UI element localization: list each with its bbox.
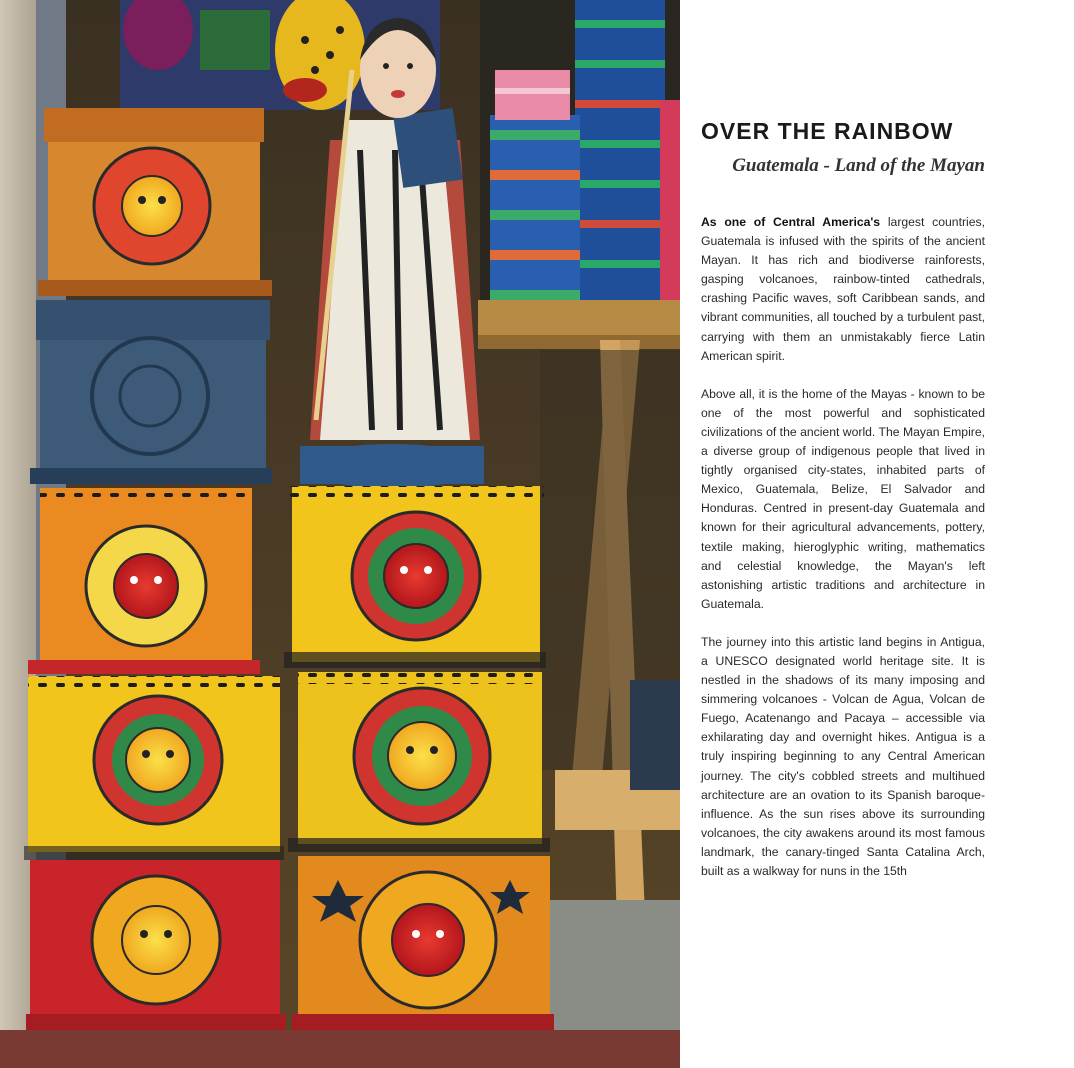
paragraph-text: largest countries, Guatemala is infused with the spirits of the ancient Mayan. It has rich and biodiverse rainforests, gasping volcanoes, rainbow-tinted cathedrals, crashing Pacific waves, soft Caribbean sands, and vibrant communities, all touched by a turbulent past, carrying with them an unmistakably fierce Latin American spirit. [701,215,985,363]
article-subtitle: Guatemala - Land of the Mayan [732,155,985,176]
article-body [701,213,985,881]
paragraph: The journey into this artistic land begins in Antigua, a UNESCO designated world heritage site. It is nestled in the shadows of its many imposing and simmering volcanoes - Volcan de Agua, Volcan de Fuego, Acatenango and Pacaya – accessible via exhilarating day and overnight hikes. Antigua is a truly inspiring beginning to any Central American journey. The city's cobbled streets and multihued architecture are an ovation to its Spanish baroque-influence. As the sun rises above its surrounding volcanoes, the city awakens around its most famous landmark, the canary-tinged Santa Catalina Arch, built as a walkway for nuns in the 15th [701,634,985,878]
article-title: OVER THE RAINBOW [701,118,954,144]
paragraph [701,213,985,366]
paragraph: Above all, it is the home of the Mayas - known to be one of the most powerful and sophisticated civilizations of the ancient world. The Mayan Empire, a diverse group of indigenous people that lived in tightly organised city-states, inhabited parts of Mexico, Guatemala, Belize, El Salvador and Honduras. Centred in present-day Guatemala and known for their agricultural advancements, pottery, textile making, hieroglyphic writing, mathematics and celestial knowledge, the Mayan's left astonishing artistic traditions and architecture in Guatemala. [701,386,985,611]
right-box-stack [284,486,554,1030]
lead-in: As one of Central America's [701,215,881,229]
article-text-column [701,118,985,900]
left-box-stack [24,108,286,1030]
